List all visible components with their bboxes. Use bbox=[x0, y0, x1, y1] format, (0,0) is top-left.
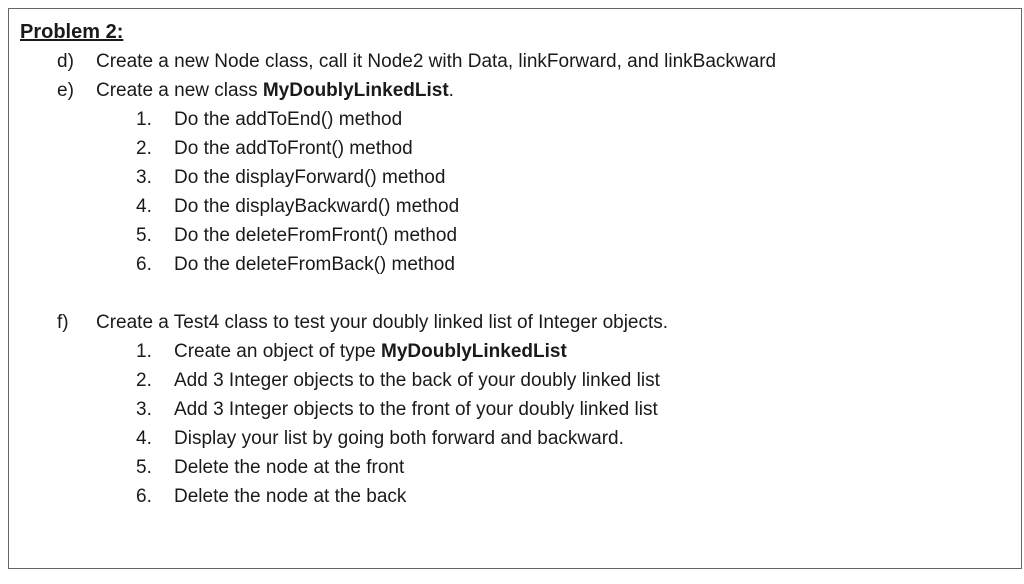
item-e-sub-3-text: Do the displayForward() method bbox=[174, 167, 446, 188]
item-d-text: Create a new Node class, call it Node2 with Data, linkForward, and linkBackward bbox=[96, 51, 777, 72]
item-f-text: Create a Test4 class to test your doubly linked list of Integer objects. bbox=[96, 312, 669, 333]
item-f-sub-1-class-name: MyDoublyLinkedList bbox=[381, 341, 567, 362]
item-f-sub-1-text-prefix: Create an object of type bbox=[174, 341, 382, 362]
item-e-text bbox=[96, 79, 454, 103]
item-e-sub-1-num: 1. bbox=[136, 109, 152, 130]
item-f-sub-3-num: 3. bbox=[136, 399, 152, 420]
item-e-text-suffix: . bbox=[448, 80, 454, 101]
item-e-class-name: MyDoublyLinkedList bbox=[262, 80, 449, 101]
item-e-marker: e) bbox=[57, 80, 74, 101]
item-e-sub-2-num: 2. bbox=[136, 138, 152, 159]
item-e-sub-5-num: 5. bbox=[136, 225, 152, 246]
item-e-sub-1-text: Do the addToEnd() method bbox=[174, 109, 403, 130]
item-f-sub-3-text: Add 3 Integer objects to the front of your doubly linked list bbox=[174, 399, 658, 420]
item-e-sub-4-num: 4. bbox=[136, 196, 152, 217]
item-e-sub-2-text: Do the addToFront() method bbox=[174, 138, 413, 159]
item-f-sub-1-num: 1. bbox=[136, 341, 152, 362]
problem-title: Problem 2: bbox=[20, 21, 124, 43]
item-f-sub-6-text: Delete the node at the back bbox=[174, 486, 407, 507]
item-f-sub-4-num: 4. bbox=[136, 428, 152, 449]
item-e-sub-5-text: Do the deleteFromFront() method bbox=[174, 225, 458, 246]
item-e-sub-3-num: 3. bbox=[136, 167, 152, 188]
item-d-marker: d) bbox=[57, 51, 74, 72]
item-f-marker: f) bbox=[57, 312, 69, 333]
item-f-sub-5-num: 5. bbox=[136, 457, 152, 478]
item-e-sub-6-text: Do the deleteFromBack() method bbox=[174, 254, 455, 275]
item-f-sub-6-num: 6. bbox=[136, 486, 152, 507]
item-f-sub-4-text: Display your list by going both forward and backward. bbox=[174, 428, 624, 449]
item-f-sub-2-num: 2. bbox=[136, 370, 152, 391]
item-f-sub-1-text bbox=[174, 340, 567, 364]
item-f-sub-5-text: Delete the node at the front bbox=[174, 457, 405, 478]
item-e-sub-6-num: 6. bbox=[136, 254, 152, 275]
item-e-sub-4-text: Do the displayBackward() method bbox=[174, 196, 460, 217]
item-e-text-prefix: Create a new class bbox=[96, 80, 263, 101]
item-f-sub-2-text: Add 3 Integer objects to the back of your doubly linked list bbox=[174, 370, 660, 391]
